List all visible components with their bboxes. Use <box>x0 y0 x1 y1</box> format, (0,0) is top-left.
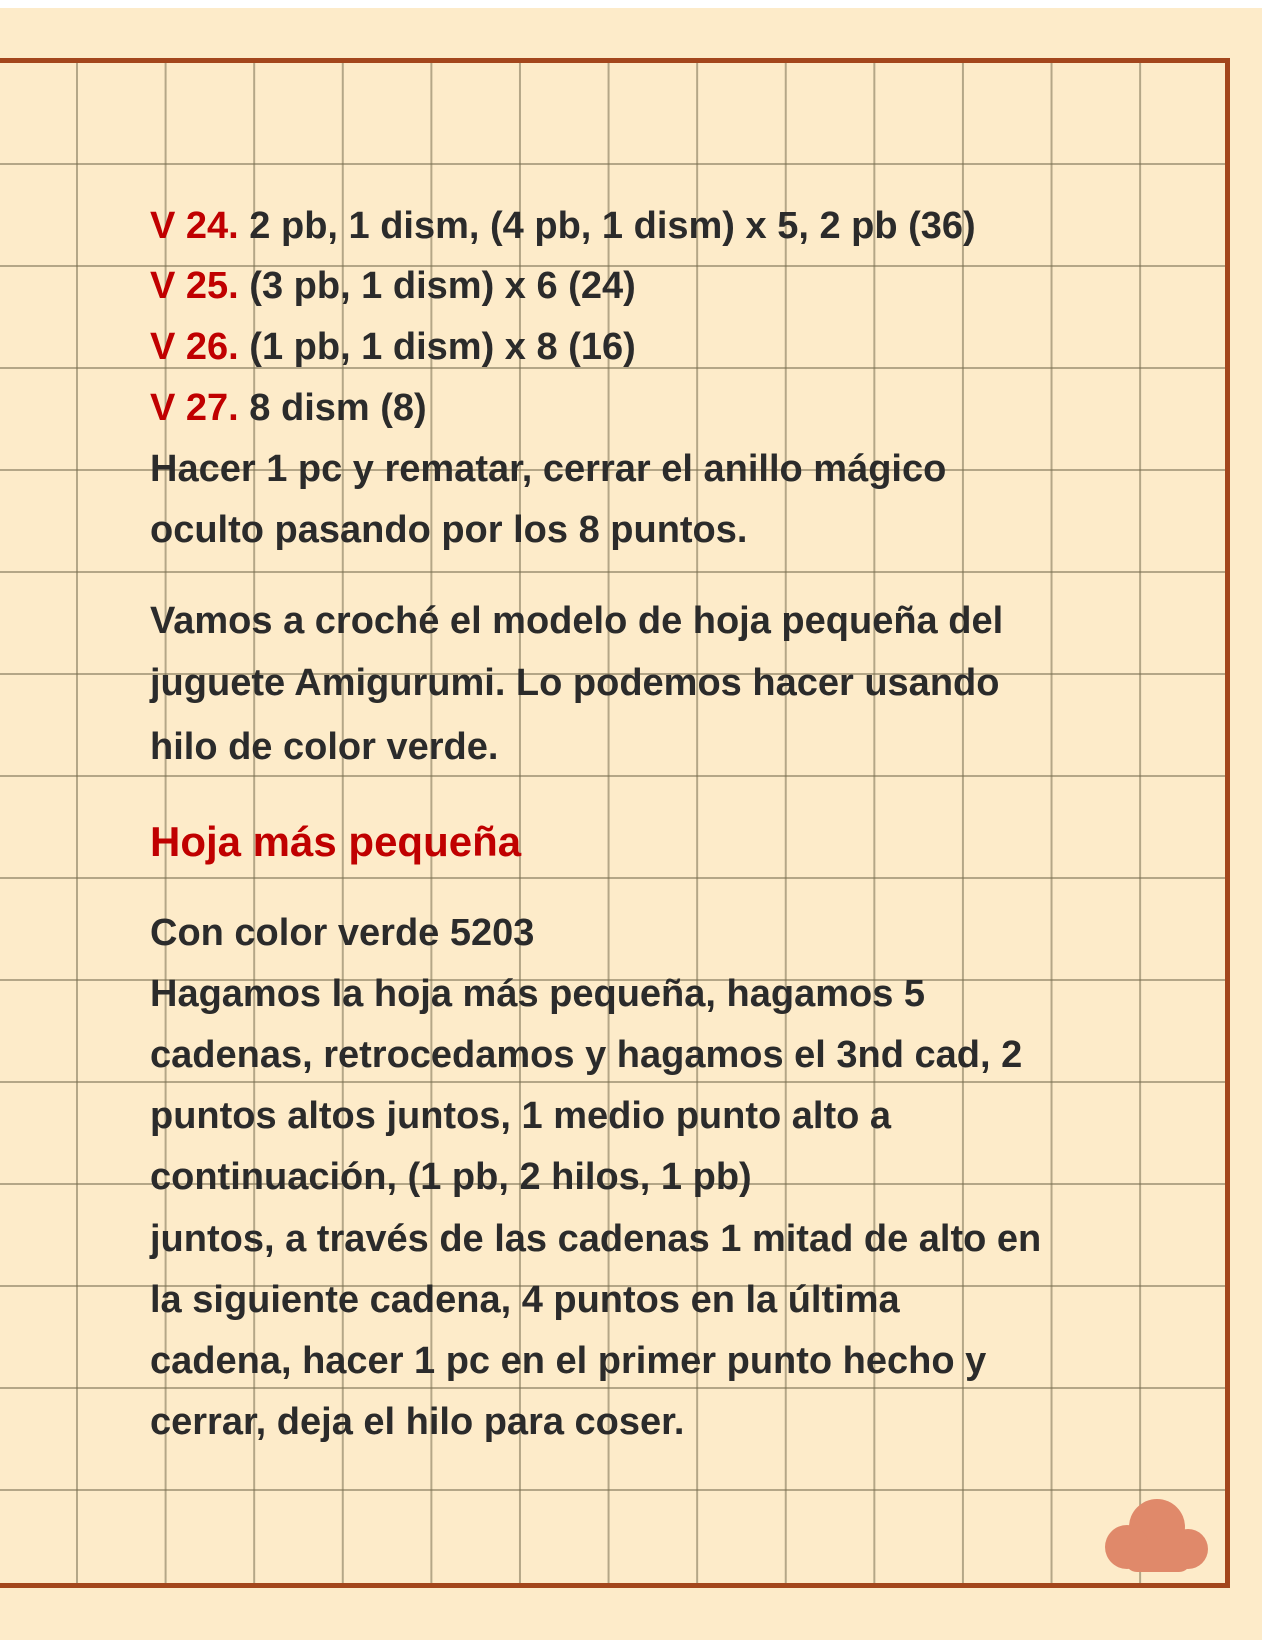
intro-line: Vamos a croché el modelo de hoja pequeña del <box>150 600 1004 642</box>
finish-line: oculto pasando por los 8 puntos. <box>150 509 748 551</box>
intro-line: hilo de color verde. <box>150 726 499 768</box>
round-25 <box>150 263 636 309</box>
cloud-icon <box>1105 1497 1209 1573</box>
round-text: (3 pb, 1 dism) x 6 (24) <box>249 265 636 307</box>
body-line: Con color verde 5203 <box>150 912 535 954</box>
round-label: V 24. <box>150 205 239 247</box>
finish-line: Hacer 1 pc y rematar, cerrar el anillo mágico <box>150 448 947 490</box>
round-text: 2 pb, 1 dism, (4 pb, 1 dism) x 5, 2 pb (36) <box>249 205 976 247</box>
body-line: cadena, hacer 1 pc en el primer punto hecho y <box>150 1340 987 1382</box>
body-line: Hagamos la hoja más pequeña, hagamos 5 <box>150 973 926 1015</box>
body-line: la siguiente cadena, 4 puntos en la última <box>150 1279 900 1321</box>
body-line: cadenas, retrocedamos y hagamos el 3nd cad, 2 <box>150 1034 1023 1076</box>
round-27 <box>150 385 427 431</box>
round-text: 8 dism (8) <box>249 387 427 429</box>
body-line: cerrar, deja el hilo para coser. <box>150 1401 685 1443</box>
round-26 <box>150 324 636 370</box>
round-text: (1 pb, 1 dism) x 8 (16) <box>249 326 636 368</box>
round-label: V 26. <box>150 326 239 368</box>
round-24 <box>150 203 976 249</box>
round-label: V 25. <box>150 265 239 307</box>
section-heading: Hoja más pequeña <box>150 818 522 865</box>
body-line: juntos, a través de las cadenas 1 mitad de alto en <box>150 1218 1042 1260</box>
round-label: V 27. <box>150 387 239 429</box>
intro-line: juguete Amigurumi. Lo podemos hacer usando <box>150 662 1000 704</box>
body-line: puntos altos juntos, 1 medio punto alto a <box>150 1095 891 1137</box>
body-line: continuación, (1 pb, 2 hilos, 1 pb) <box>150 1156 752 1198</box>
